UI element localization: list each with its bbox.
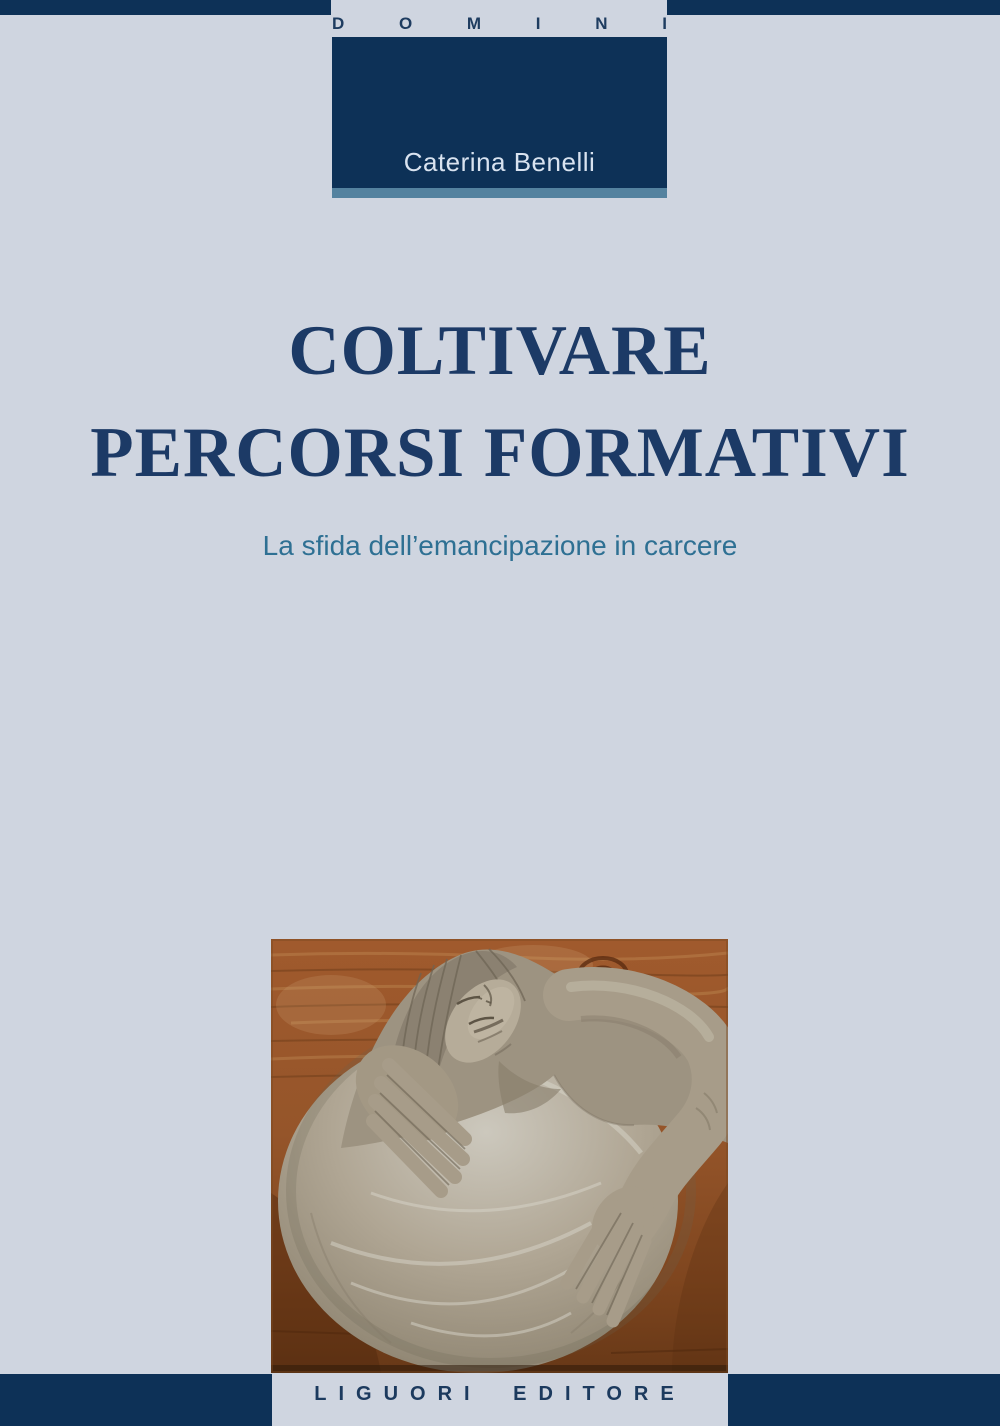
book-subtitle: La sfida dell’emancipazione in carcere <box>262 530 738 561</box>
top-banner-left <box>0 0 331 15</box>
footer-banner-left <box>0 1374 272 1426</box>
series-name <box>332 14 667 34</box>
series-letter: O <box>398 14 413 33</box>
cover-photo <box>271 939 728 1373</box>
footer-banner <box>0 1374 1000 1426</box>
book-title-line2: PERCORSI FORMATIVI <box>90 414 910 492</box>
series-letter: I <box>535 14 541 33</box>
series-letter: D <box>332 14 345 33</box>
book-title-line1: COLTIVARE <box>288 312 712 390</box>
footer-banner-center <box>272 1374 728 1426</box>
author-block-stripe <box>332 188 667 198</box>
footer-banner-right <box>728 1374 1000 1426</box>
series-letter: N <box>595 14 608 33</box>
author-block <box>332 37 667 188</box>
author-name: Caterina Benelli <box>403 147 596 177</box>
publisher-name: LIGUORI EDITORE <box>314 1383 686 1405</box>
series-letter: M <box>466 14 482 33</box>
book-title <box>0 300 1000 504</box>
top-banner-right <box>667 0 1000 15</box>
series-letter: I <box>662 14 667 33</box>
cover-photo-illustration <box>271 939 728 1373</box>
